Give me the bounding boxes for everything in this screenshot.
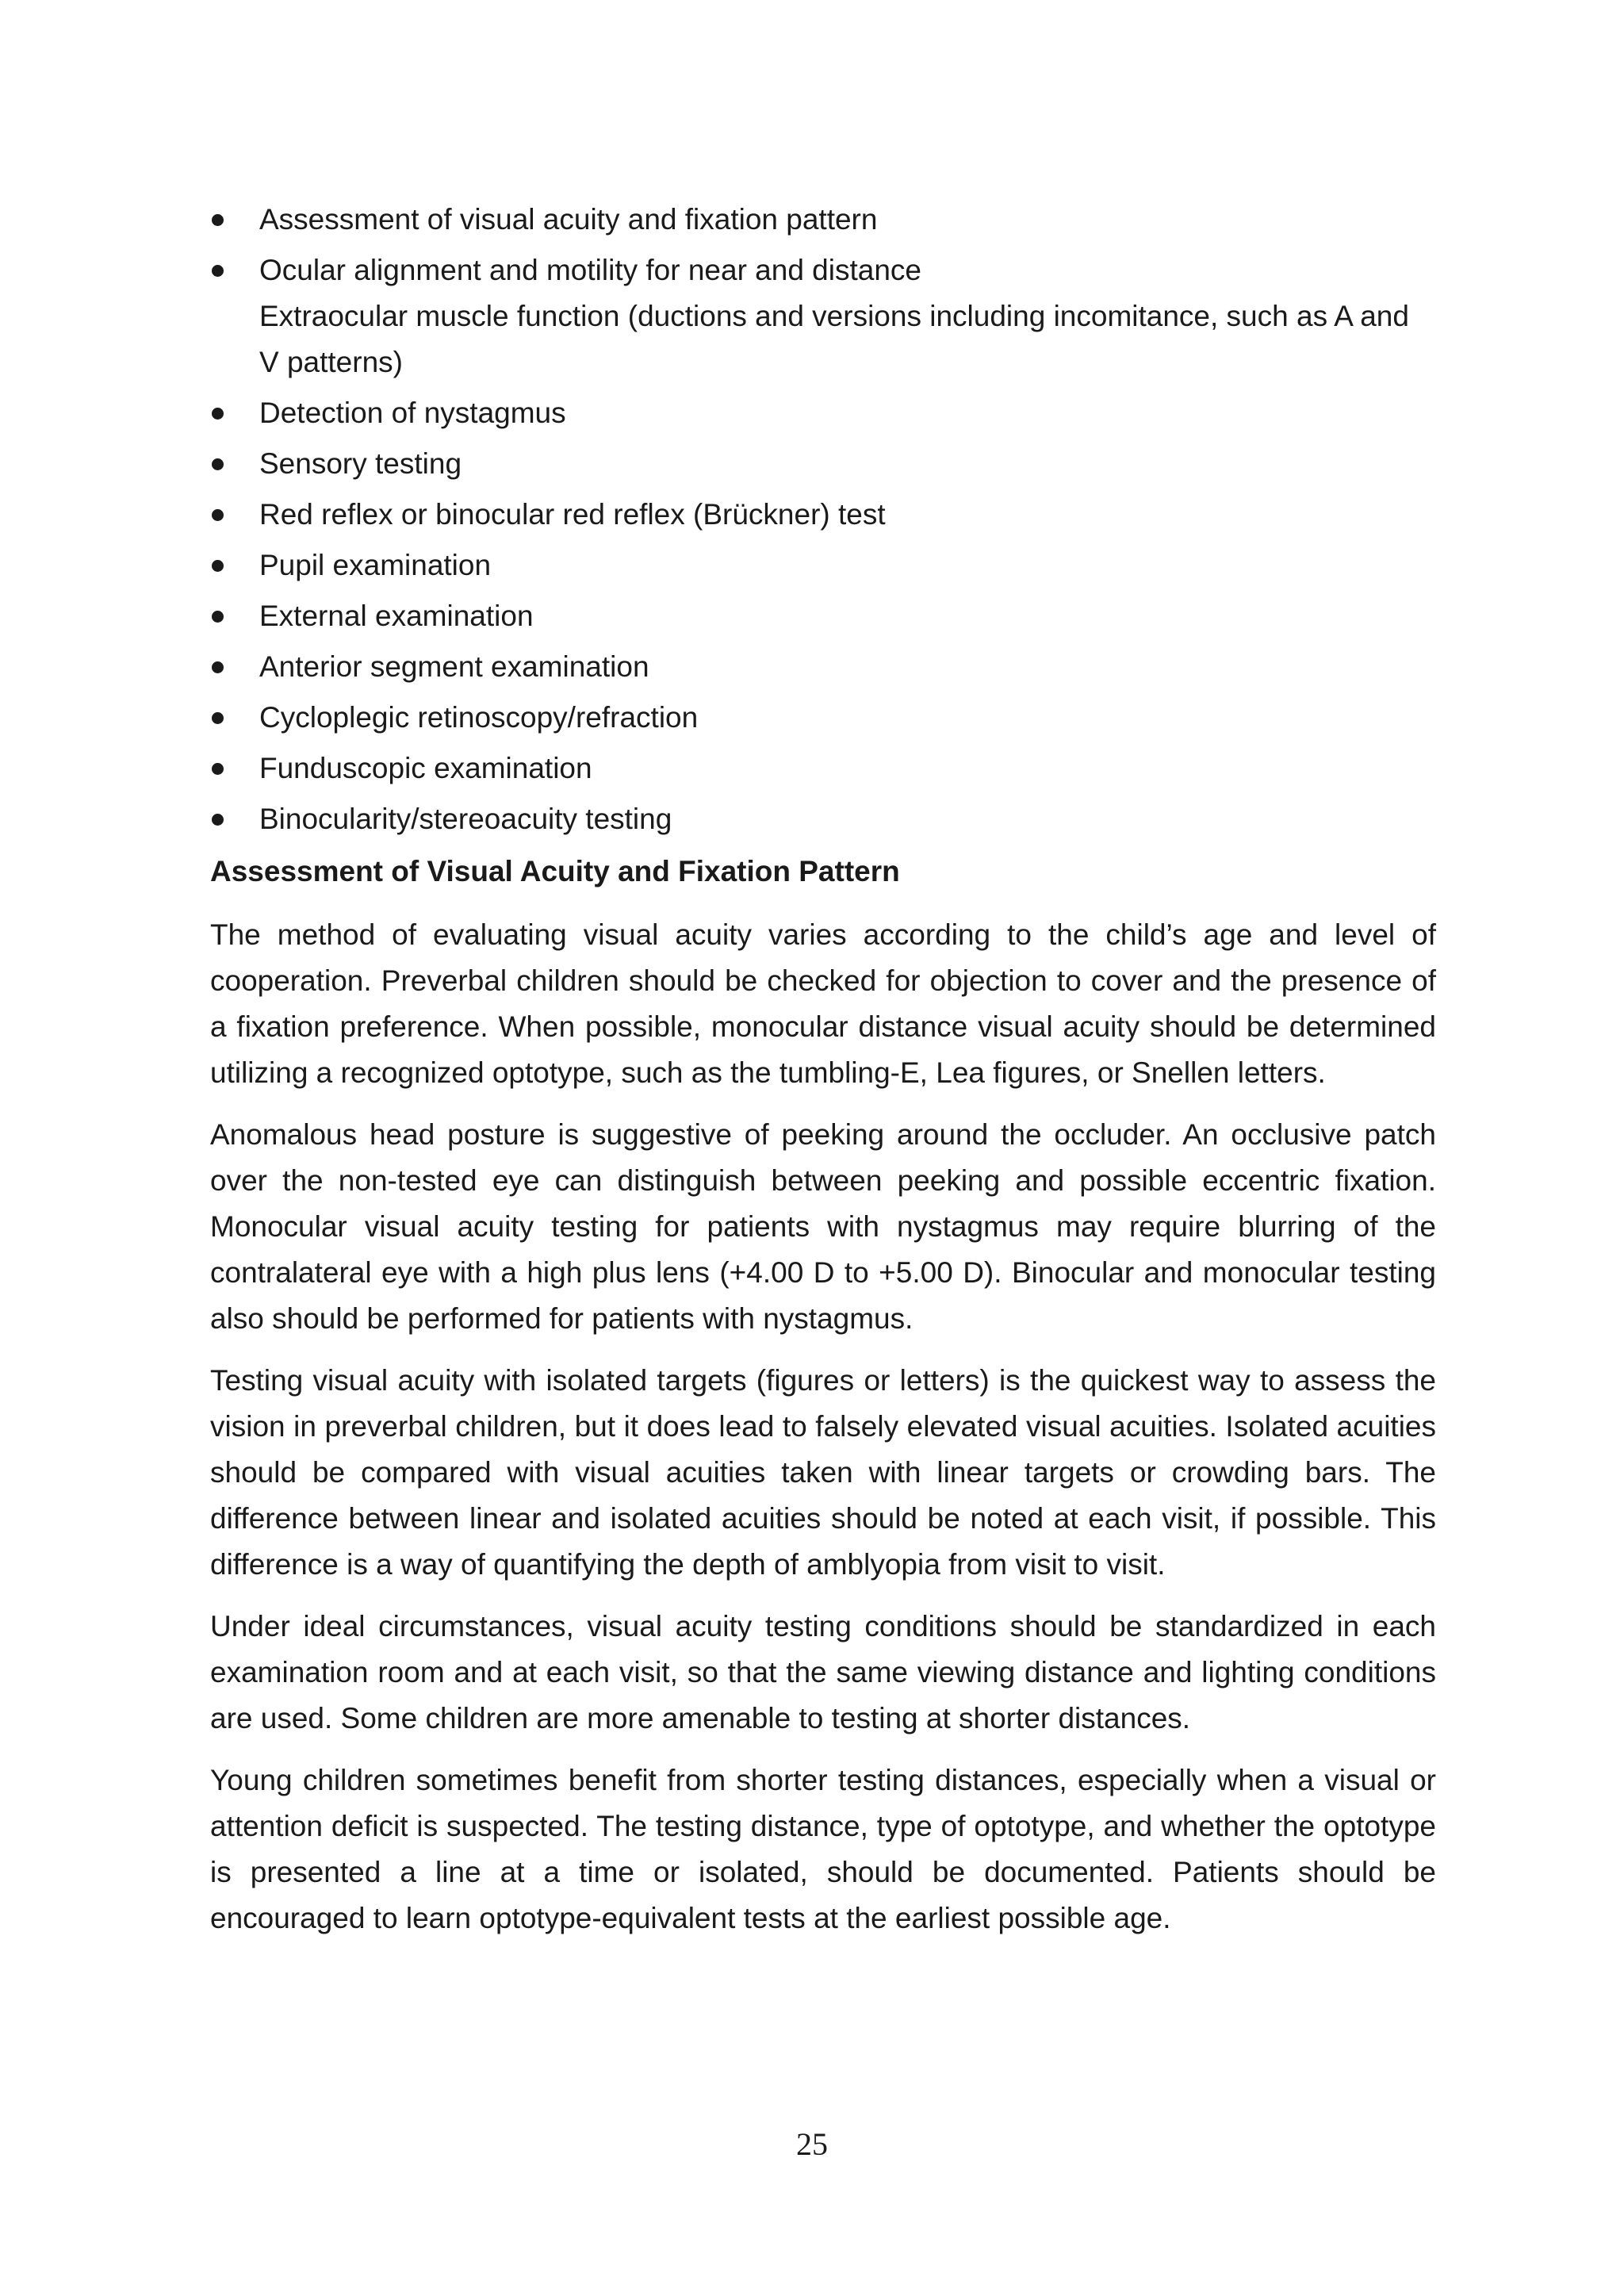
list-item: Sensory testing — [210, 441, 1436, 487]
list-item: Binocularity/stereoacuity testing — [210, 796, 1436, 842]
page-content — [210, 197, 1436, 1957]
body-paragraph: Testing visual acuity with isolated targets (figures or letters) is the quickest way to assess the vision in preverbal children, but it does lead to falsely elevated visual acuities. Isolated acuities should be compared with visual acuities taken with linear targets or crowding bars. The difference between linear and isolated acuities should be noted at each visit, if possible. This difference is a way of quantifying the depth of amblyopia from visit to visit. — [210, 1364, 1436, 1581]
list-item: Red reflex or binocular red reflex (Brückner) test — [210, 492, 1436, 538]
list-item: Assessment of visual acuity and fixation pattern — [210, 197, 1436, 243]
body-paragraph: Young children sometimes benefit from shorter testing distances, especially when a visual or attention deficit is suspected. The testing distance, type of optotype, and whether the optotype is presented a line at a time or isolated, should be documented. Patients should be encouraged to learn optotype-equivalent tests at the earliest possible age. — [210, 1764, 1436, 1934]
bullet-icon — [212, 408, 224, 420]
bullet-icon — [212, 509, 224, 521]
list-item: External examination — [210, 593, 1436, 639]
list-item: Pupil examination — [210, 542, 1436, 588]
page-number: 25 — [796, 2126, 828, 2162]
list-item: Funduscopic examination — [210, 746, 1436, 792]
exam-components-list — [210, 197, 1436, 842]
bullet-icon — [212, 712, 224, 724]
bullet-icon — [212, 458, 224, 470]
body-paragraph: Anomalous head posture is suggestive of peeking around the occluder. An occlusive patch over the non-tested eye can distinguish between peeking and possible eccentric fixation. Monocular visual acuity testing for patients with nystagmus may require blurring of the contralateral eye with a high plus lens (+4.00 D to +5.00 D). Binocular and monocular testing also should be performed for patients with nystagmus. — [210, 1118, 1436, 1335]
list-item-subtext: Extraocular muscle function (ductions and versions including incomitance, such as A and V patterns) — [259, 300, 1409, 378]
bullet-icon — [212, 814, 224, 826]
body-paragraph: The method of evaluating visual acuity varies according to the child’s age and level of cooperation. Preverbal children should be checked for objection to cover and the presence of a fixation preference. When possible, monocular distance visual acuity should be determined utilizing a recognized optotype, such as the tumbling-E, Lea figures, or Snellen letters. — [210, 918, 1436, 1089]
list-item: Detection of nystagmus — [210, 390, 1436, 436]
list-item: Ocular alignment and motility for near and distance Extraocular muscle function (ductions and versions including incomitance, such as A and V patterns) — [210, 247, 1436, 385]
bullet-icon — [212, 661, 224, 673]
bullet-icon — [212, 214, 224, 226]
section-heading: Assessment of Visual Acuity and Fixation Pattern — [210, 855, 900, 887]
bullet-icon — [212, 763, 224, 775]
bullet-icon — [212, 560, 224, 572]
body-paragraph: Under ideal circumstances, visual acuity testing conditions should be standardized in each examination room and at each visit, so that the same viewing distance and lighting conditions are used. Some children are more amenable to testing at shorter distances. — [210, 1610, 1436, 1734]
list-item: Anterior segment examination — [210, 644, 1436, 690]
list-item: Cycloplegic retinoscopy/refraction — [210, 695, 1436, 741]
bullet-icon — [212, 611, 224, 623]
bullet-icon — [212, 265, 224, 277]
